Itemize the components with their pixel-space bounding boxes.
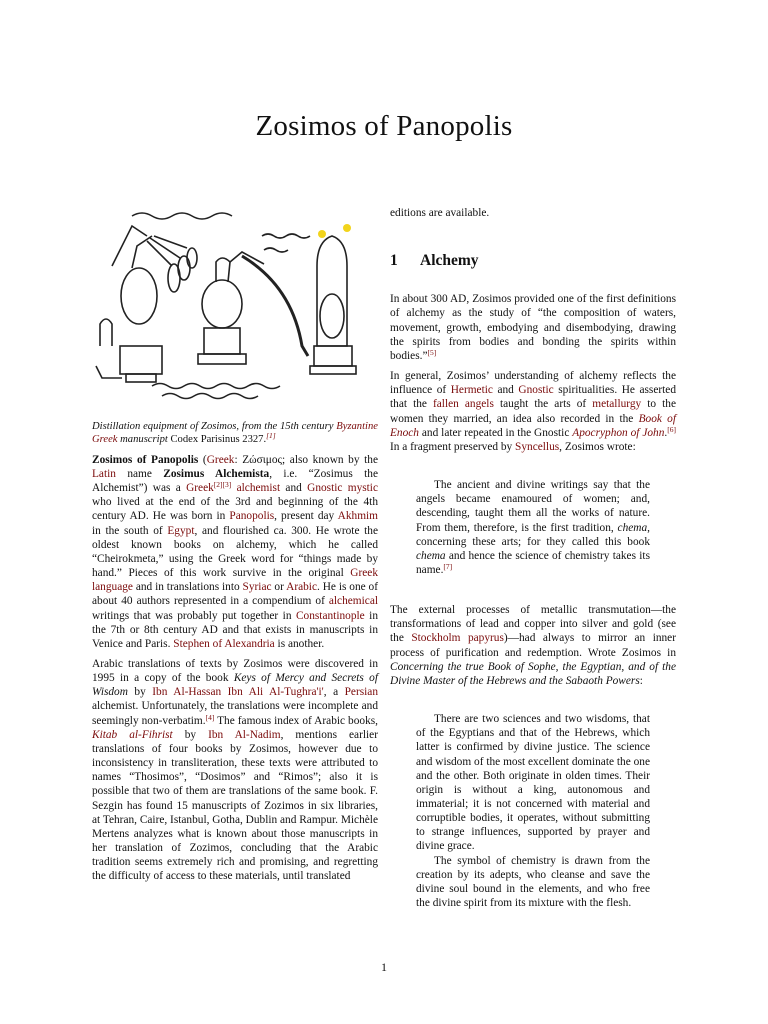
emphasis-chema: chema — [416, 549, 446, 562]
text: who lived at the end of the 3rd and beginning of the 4th century AD. He was born in — [92, 496, 378, 523]
book-title: Concerning the true Book of Sophe, the Egyptian, and of the Divine Master of the Hebrews and the Sabaoth Powers — [390, 660, 676, 687]
page-title: Zosimos of Panopolis — [255, 110, 513, 142]
caption-text: manuscript — [117, 434, 171, 446]
text: taught the arts of — [493, 398, 593, 411]
text: . He is one of about 40 authors represented in a compendium of — [92, 581, 378, 608]
text: and hence the science of chemistry takes its name. — [416, 549, 650, 576]
text: by — [172, 728, 209, 741]
link-stockholm-papyrus[interactable]: Stockholm papyrus — [411, 632, 504, 645]
ref-5[interactable]: [5] — [427, 347, 437, 357]
arabic-paragraph — [92, 657, 378, 884]
codex-name: Codex Parisinus 2327. — [170, 434, 267, 446]
link-greek[interactable]: Greek — [206, 453, 235, 466]
link-egypt[interactable]: Egypt — [167, 524, 195, 537]
text: alchemist. Unfortunately, the translations were incomplete and seemingly non-verbatim. — [92, 700, 378, 727]
text: writings that was probably put together in — [92, 609, 296, 622]
link-constantinople[interactable]: Constantinople — [295, 609, 365, 622]
text: and — [492, 384, 519, 397]
text: In about 300 AD, Zosimos provided one of the first definitions of alchemy as the study of “the composition of waters, movement, growth, embodying and disembodying, drawing the spirits from bodies and bonding the spirits within bodies.” — [390, 293, 676, 362]
caption-text: Distillation equipment of Zosimos, from the 15th century — [92, 421, 337, 432]
text: , a — [323, 686, 345, 699]
ref-4[interactable]: [4] — [205, 712, 215, 722]
link-panopolis[interactable]: Panopolis — [229, 510, 275, 523]
alt-name: Zosimus Alchemista — [163, 467, 270, 480]
text: name — [115, 467, 164, 480]
link-gnostic[interactable]: Gnostic — [518, 384, 554, 397]
quote-paragraph: The symbol of chemistry is drawn from the creation by its adepts, who cleanse and save the divine soul bound in the elements, and who free the divine spirit from its mixture with the flesh. — [416, 854, 650, 910]
left-column — [92, 206, 378, 890]
text: The famous index of Arabic books, — [214, 714, 378, 727]
page-number: 1 — [381, 960, 387, 974]
link-stephen-of-alexandria[interactable]: Stephen of Alexandria — [173, 637, 275, 650]
link-apocryphon-of-john[interactable]: Apocryphon of John — [572, 426, 665, 439]
link-byzantine-greek[interactable]: Byzantine Greek — [92, 421, 378, 446]
text: , i.e. “Zosimus the Alchemist”) was a — [92, 467, 378, 495]
link-akhmim[interactable]: Akhmim — [337, 510, 378, 523]
section-number: 1 — [390, 252, 398, 270]
link-ibn-al-hassan[interactable]: Ibn Al-Hassan Ibn Ali Al-Tughra'i' — [152, 686, 324, 699]
section-heading — [390, 254, 676, 268]
link-alchemical[interactable]: alchemical — [328, 595, 378, 608]
figure-caption — [92, 420, 378, 447]
ref-1[interactable]: [1] — [266, 431, 276, 441]
text: , concerning these arts; for they called this book — [416, 521, 650, 548]
link-metallurgy[interactable]: metallurgy — [592, 398, 642, 411]
text: The ancient and divine writings say that the angels became enamoured of women; and, descending, taught them all the works of nature. From them, therefore, is the first tradition, — [416, 479, 650, 534]
text: by — [127, 686, 153, 699]
link-kitab-al-fihrist[interactable]: Kitab al-Fihrist — [92, 728, 173, 741]
text: ( — [198, 453, 207, 466]
text: , Zosimos wrote: — [559, 440, 636, 453]
text: : Ζώσιμος; also known by the — [234, 453, 378, 466]
text: to the women they married, an idea also recorded in the — [390, 398, 676, 425]
text: and later repeated in the Gnostic — [418, 426, 573, 439]
link-ibn-al-nadim[interactable]: Ibn Al-Nadim — [208, 728, 281, 741]
text: )—had always to mirror an inner process of purification and redemption. Wrote Zosimos in — [390, 632, 676, 659]
manuscript-figure — [92, 206, 378, 406]
link-greek-language[interactable]: Greek language — [92, 567, 378, 594]
transmutation-paragraph — [390, 603, 676, 688]
link-hermetic[interactable]: Hermetic — [450, 384, 493, 397]
influence-paragraph — [390, 369, 676, 454]
text: in the 7th or 8th century AD and that exists in manuscripts in Venice and Paris. — [92, 609, 378, 650]
block-quote-two-sciences — [416, 712, 650, 910]
link-syncellus[interactable]: Syncellus — [515, 440, 560, 453]
link-arabic[interactable]: Arabic — [286, 581, 317, 594]
quote-paragraph — [416, 478, 650, 577]
ref-7[interactable]: [7] — [443, 561, 453, 571]
link-greek-people[interactable]: Greek — [186, 482, 214, 495]
text: The external processes of metallic transmutation—the transformations of lead and copper into silver and gold (see the — [390, 604, 676, 645]
text: spiritualities. He asserted that the — [390, 384, 676, 411]
subject-name: Zosimos of Panopolis — [92, 453, 199, 466]
link-syriac[interactable]: Syriac — [242, 581, 272, 594]
ref-6[interactable]: [6] — [667, 424, 676, 434]
link-alchemist[interactable]: alchemist — [236, 482, 281, 495]
text: in the south of — [92, 524, 168, 537]
section-title: Alchemy — [420, 252, 479, 270]
text: , and flourished ca. 300. He wrote the oldest known books on alchemy, which he called “Cheirokmeta,” using the Greek word for “things made by hand.” Pieces of this work survive in the original — [92, 524, 379, 580]
intro-paragraph — [92, 453, 378, 651]
text: , mentions earlier translations of four books by Zosimos, however due to inconsistency in transliteration, these texts were attributed to names “Thosimos”, “Dosimos” and “Rimos”; also it is possible that two of them are translations of the same book. F. Sezgin has found 15 manuscripts of Zozimos in six libraries, at Tehran, Caire, Istanbul, Gotha, Dublin and Rampur. Michèle Mertens analyzes what is known about those manuscripts in her translation of Zozimos, concluding that the Arabic tradition seems extremely rich and promising, and regretting the difficulty of access to these materials, until translated — [92, 728, 378, 883]
link-latin[interactable]: Latin — [92, 467, 116, 480]
continuation-text: editions are available. — [390, 207, 490, 219]
distillation-apparatus-drawing — [92, 206, 378, 406]
right-column — [390, 206, 676, 936]
text: : — [639, 674, 643, 687]
text: In general, Zosimos’ understanding of alchemy reflects the influence of — [390, 370, 676, 397]
link-persian[interactable]: Persian — [344, 686, 379, 699]
link-gnostic-mystic[interactable]: Gnostic mystic — [307, 482, 378, 495]
text: , present day — [274, 510, 338, 523]
definition-paragraph — [390, 292, 676, 363]
text: is another. — [274, 637, 325, 650]
text: Arabic translations of texts by Zosimos were discovered in 1995 in a copy of the book — [92, 658, 378, 685]
block-quote-angels — [416, 478, 650, 577]
text: . — [664, 426, 668, 439]
text: and in translations into — [132, 581, 243, 594]
text: and — [280, 482, 308, 495]
book-title: Keys of Mercy and Secrets of Wisdom — [92, 672, 378, 699]
text: In a fragment preserved by — [390, 440, 516, 453]
text: or — [271, 581, 287, 594]
quote-paragraph: There are two sciences and two wisdoms, that of the Egyptians and that of the Hebrews, which latter is confirmed by divine justice. The science and wisdom of the most excellent dominate the one and the other. Both originate in olden times. Their origin is without a king, autonomous and immaterial; it is not concerned with material and corruptible bodies, it operates, without submitting to strange influences, supported by prayer and divine grace. — [416, 713, 650, 853]
link-book-of-enoch[interactable]: Book of Enoch — [390, 412, 677, 439]
link-fallen-angels[interactable]: fallen angels — [433, 398, 494, 411]
ref-3[interactable]: [3] — [222, 480, 232, 490]
emphasis-chema: chema — [617, 521, 648, 534]
ref-2[interactable]: [2] — [213, 480, 223, 490]
